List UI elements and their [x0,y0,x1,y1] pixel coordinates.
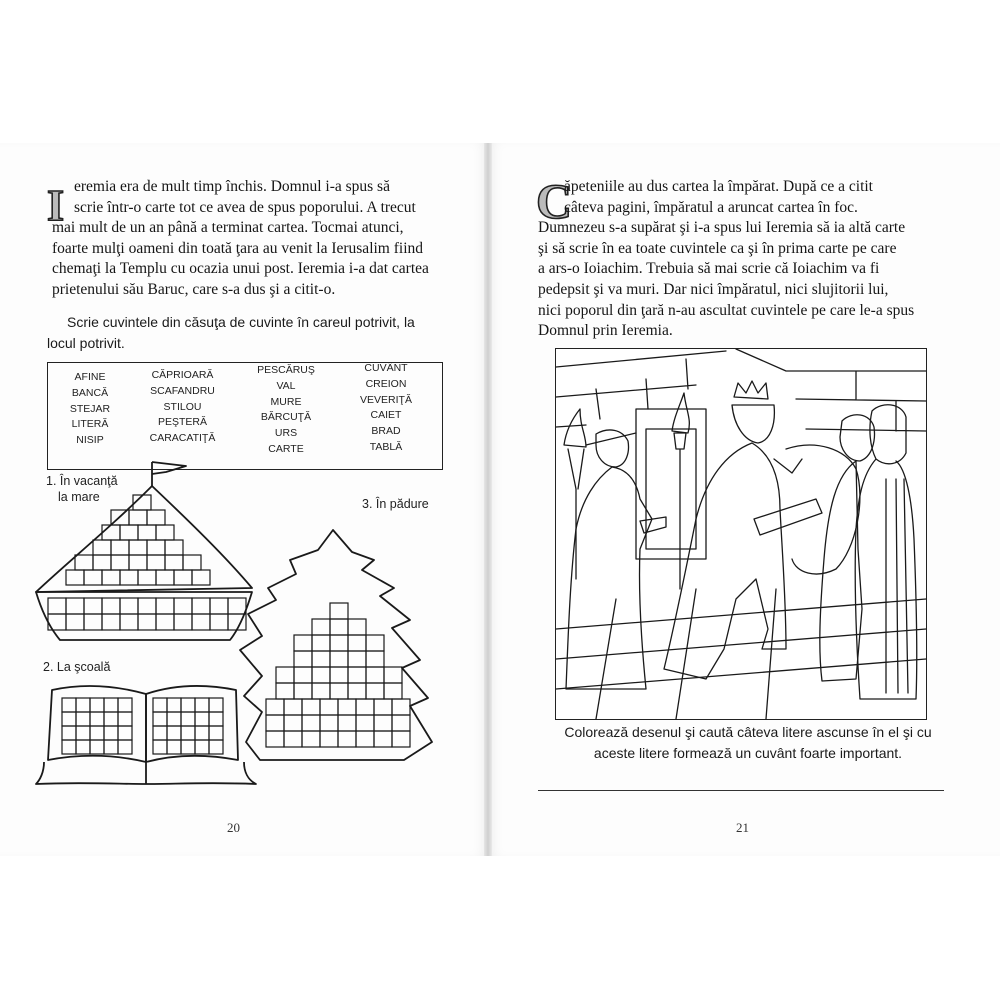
word-item: PEŞTERĂ [157,416,207,429]
tree-cell [284,715,302,731]
tree-cell [374,731,392,747]
book-right-cell [167,698,181,712]
right-paragraph-line: nici poporul din ţară n-au ascultat cuvintele pe care le-a spus [538,301,915,319]
word-item: CARTE [268,442,304,455]
tree-cell [320,699,338,715]
ship-sail-outline [36,486,252,592]
instruction-line: locul potrivit. [47,335,125,351]
ship-hull-cell [66,598,84,614]
book-left-cell [76,698,90,712]
right-dropcap: C [536,173,573,229]
tree-cell [392,731,410,747]
book-left-cell [62,698,76,712]
book-right-cell [181,712,195,726]
left-paragraph-line: mai mult de un an până a terminat cartea. Tocmai atunci, [52,219,404,237]
word-item: CĂPRIOARĂ [151,369,214,381]
tree-cell [284,699,302,715]
tree-cell [330,683,348,699]
ship-sail-cell [165,555,183,570]
tree-cell [302,715,320,731]
tree-cell [356,699,374,715]
book-right-cell [153,698,167,712]
ship-sail-cell [93,540,111,555]
book-left-cell [62,712,76,726]
book-left-cell [104,726,118,740]
word-item: VEVERIŢĂ [360,393,412,406]
hearth [636,409,706,559]
tree-cell [330,635,348,651]
ship-hull-cell [48,598,66,614]
left-paragraph-line: foarte mulţi oameni din toată ţara au venit la Ierusalim fiind [52,239,424,257]
left-paragraph-line: eremia era de mult timp închis. Domnul i-a spus să [74,178,390,195]
word-item: MURE [270,395,302,408]
tree-cell [312,635,330,651]
book-right-cell [195,726,209,740]
ship-sail-cell [156,525,174,540]
ship-sail-cell [120,570,138,585]
right-paragraph-line: Domnul prin Ieremia. [538,322,673,340]
ship-sail-cell [102,570,120,585]
tree-cell [338,699,356,715]
figure-right-2 [855,405,917,699]
book-left-cell [76,712,90,726]
ship-flag [152,462,186,474]
tree-cell [284,731,302,747]
tree-cell [366,651,384,667]
ship-hull-cell [138,614,156,630]
book-right-cell [209,726,223,740]
figure-king [664,381,822,679]
book-left-cell [90,712,104,726]
ship-hull-outline [36,592,252,640]
word-item: BRAD [371,425,401,438]
ship-hull-cell [84,614,102,630]
tree-cell [312,683,330,699]
ship-sail-cell [147,510,165,525]
ship-hull-cell [102,598,120,614]
puzzle-label-sea-line: 1. În vacanţă [46,474,118,488]
book-left-page [48,686,146,762]
word-item: CAIET [370,409,402,422]
tree-cell [330,651,348,667]
ship-sail-cell [147,540,165,555]
right-paragraph-line: şi să scrie în ea toate cuvintele ca şi în prima carte pe care [538,239,897,257]
book-right-cell [181,726,195,740]
ship-hull-cell [192,598,210,614]
word-item: PESCĂRUŞ [257,364,315,376]
ship-hull-cell [138,598,156,614]
tree-cell [330,619,348,635]
word-item: VAL [276,379,296,392]
book-left-cell [118,698,132,712]
ship-sail-cell [174,570,192,585]
tree-cell [392,699,410,715]
tree-cell [266,699,284,715]
book-left-cell [90,726,104,740]
tree-cell [320,715,338,731]
ship-sail-cell [138,570,156,585]
book-right-cell [195,712,209,726]
word-item: BANCĂ [71,386,109,399]
tree-cell [348,651,366,667]
word-item: URS [274,427,298,440]
tree-outline [240,530,432,760]
tree-cell [348,635,366,651]
ship-sail-cell [102,525,120,540]
right-page-number: 21 [736,820,749,835]
book-left-cell [118,712,132,726]
left-paragraph-line: scrie într-o carte tot ce avea de spus poporului. A trecut [74,198,416,216]
illustration-drawing [556,349,926,719]
book-left-cell [90,698,104,712]
right-paragraph-line: a ars-o Ioiachim. Trebuia să mai scrie că Ioiachim va fi [538,260,880,278]
tree-cell [338,715,356,731]
ship-hull-cell [120,614,138,630]
word-item: STEJAR [69,402,111,415]
fire-scroll [786,445,860,574]
answer-line [538,790,944,791]
book-right-cell [153,726,167,740]
book-right-cell [195,698,209,712]
tree-cell [356,715,374,731]
tree-cell [356,731,374,747]
ship-hull-cell [156,598,174,614]
ship-hull-cell [210,598,228,614]
ship-sail-cell [165,540,183,555]
book-left-cell [62,726,76,740]
book-right-cell [195,740,209,754]
right-paragraph-line: pedepsit şi va muri. Dar nici împăratul, nici slujitorii lui, [538,280,889,298]
ship-sail-cell [129,540,147,555]
book-left-cell [76,726,90,740]
book-right-cell [153,712,167,726]
instruction-line: Scrie cuvintele din căsuţa de cuvinte în careul potrivit, la [67,314,415,330]
tree-cell [276,667,294,683]
word-item: CARACATIŢĂ [149,432,216,445]
tree-cell [330,603,348,619]
book-right-page [146,686,238,762]
book-right-cell [181,698,195,712]
book-left-cell [90,740,104,754]
puzzle-label-forest: 3. În pădure [362,497,429,511]
ship-sail-cell [147,555,165,570]
puzzle-label-school: 2. La şcoală [43,660,111,674]
tree-cell [330,667,348,683]
book-right-cell [153,740,167,754]
book-left-cell [104,740,118,754]
word-item: BĂRCUŢĂ [260,411,312,424]
coloring-illustration [555,348,927,720]
ship-sail-cell [192,570,210,585]
ship-sail-cell [183,555,201,570]
word-item: STILOU [163,400,202,413]
right-paragraph-line: câteva pagini, împăratul a aruncat cartea în foc. [564,198,858,216]
ship-sail-cell [129,555,147,570]
ship-hull-cell [156,614,174,630]
tree-cell [312,651,330,667]
tree-cell [366,683,384,699]
word-item: SCAFANDRU [150,384,215,397]
left-paragraph-line: prietenului său Baruc, care s-a dus şi a citit-o. [52,280,336,298]
ship-hull-cell [84,598,102,614]
tree-cell [294,651,312,667]
ship-hull-cell [102,614,120,630]
word-item: LITERĂ [71,418,109,431]
puzzle-label-sea-line: la mare [58,490,100,504]
tree-cell [312,667,330,683]
ship-sail-cell [156,570,174,585]
book-left-cell [118,740,132,754]
book-left-cell [76,740,90,754]
tree-cell [348,683,366,699]
ship-hull-cell [228,598,246,614]
book-left-cell [104,712,118,726]
ship-hull-cell [192,614,210,630]
tree-cell [302,699,320,715]
ship-sail-cell [66,570,84,585]
book-right-cell [209,712,223,726]
word-item: AFINE [74,371,106,383]
figure-right-1 [820,415,875,681]
ship-hull-cell [120,598,138,614]
ship-sail-cell [129,510,147,525]
right-paragraph-line: Dumnezeu s-a supărat şi i-a spus lui Ieremia să ia altă carte [538,219,906,237]
ship-sail-cell [138,525,156,540]
illustration-caption [530,722,966,764]
ship-hull-cell [210,614,228,630]
tree-cell [366,635,384,651]
tree-cell [374,699,392,715]
tree-cell [374,715,392,731]
word-item: NISIP [76,434,104,447]
ship-sail-cell [84,570,102,585]
book-right-cell [209,698,223,712]
tree-cell [392,715,410,731]
tree-cell [276,683,294,699]
word-item: CREION [365,377,407,390]
tree-cell [338,731,356,747]
tree-cell [266,715,284,731]
tree-cell [366,667,384,683]
word-item: CUVÂNT [364,362,408,374]
ship-hull-cell [66,614,84,630]
ship-hull-cell [174,614,192,630]
book-right-cell [167,740,181,754]
tree-cell [348,667,366,683]
tree-cell [302,731,320,747]
tree-cell [294,667,312,683]
ship-sail-cell [120,525,138,540]
right-paragraph [536,173,915,342]
ship-sail-cell [111,540,129,555]
torch-left [564,409,586,579]
book-left-cell [118,726,132,740]
tree-cell [384,667,402,683]
tree-cell [384,683,402,699]
tree-cell [266,731,284,747]
left-paragraph-line: chemaţi la Templu cu ocazia unui post. Ieremia i-a dat cartea [52,260,429,278]
book-left-cell [104,698,118,712]
word-item: TABLĂ [369,440,403,453]
tree-cell [294,635,312,651]
ship-sail-cell [75,555,93,570]
caption-line: Colorează desenul şi caută câteva litere ascunse în el şi cu [564,724,932,740]
ship-hull-cell [174,598,192,614]
tree-cell [312,619,330,635]
ship-sail-cell [111,555,129,570]
crossword-puzzles [0,0,488,860]
left-page-number: 20 [227,820,240,835]
book-right-cell [167,726,181,740]
ship-sail-cell [93,555,111,570]
book-right-cell [167,712,181,726]
right-paragraph-line: ăpeteniile au dus cartea la împărat. După ce a citit [564,178,873,195]
book-left-cell [62,740,76,754]
tree-cell [294,683,312,699]
caption-line: aceste litere formează un cuvânt foarte important. [593,745,903,761]
book-right-cell [209,740,223,754]
book-right-cell [181,740,195,754]
tree-cell [320,731,338,747]
left-dropcap: I [47,181,65,230]
tree-cell [348,619,366,635]
